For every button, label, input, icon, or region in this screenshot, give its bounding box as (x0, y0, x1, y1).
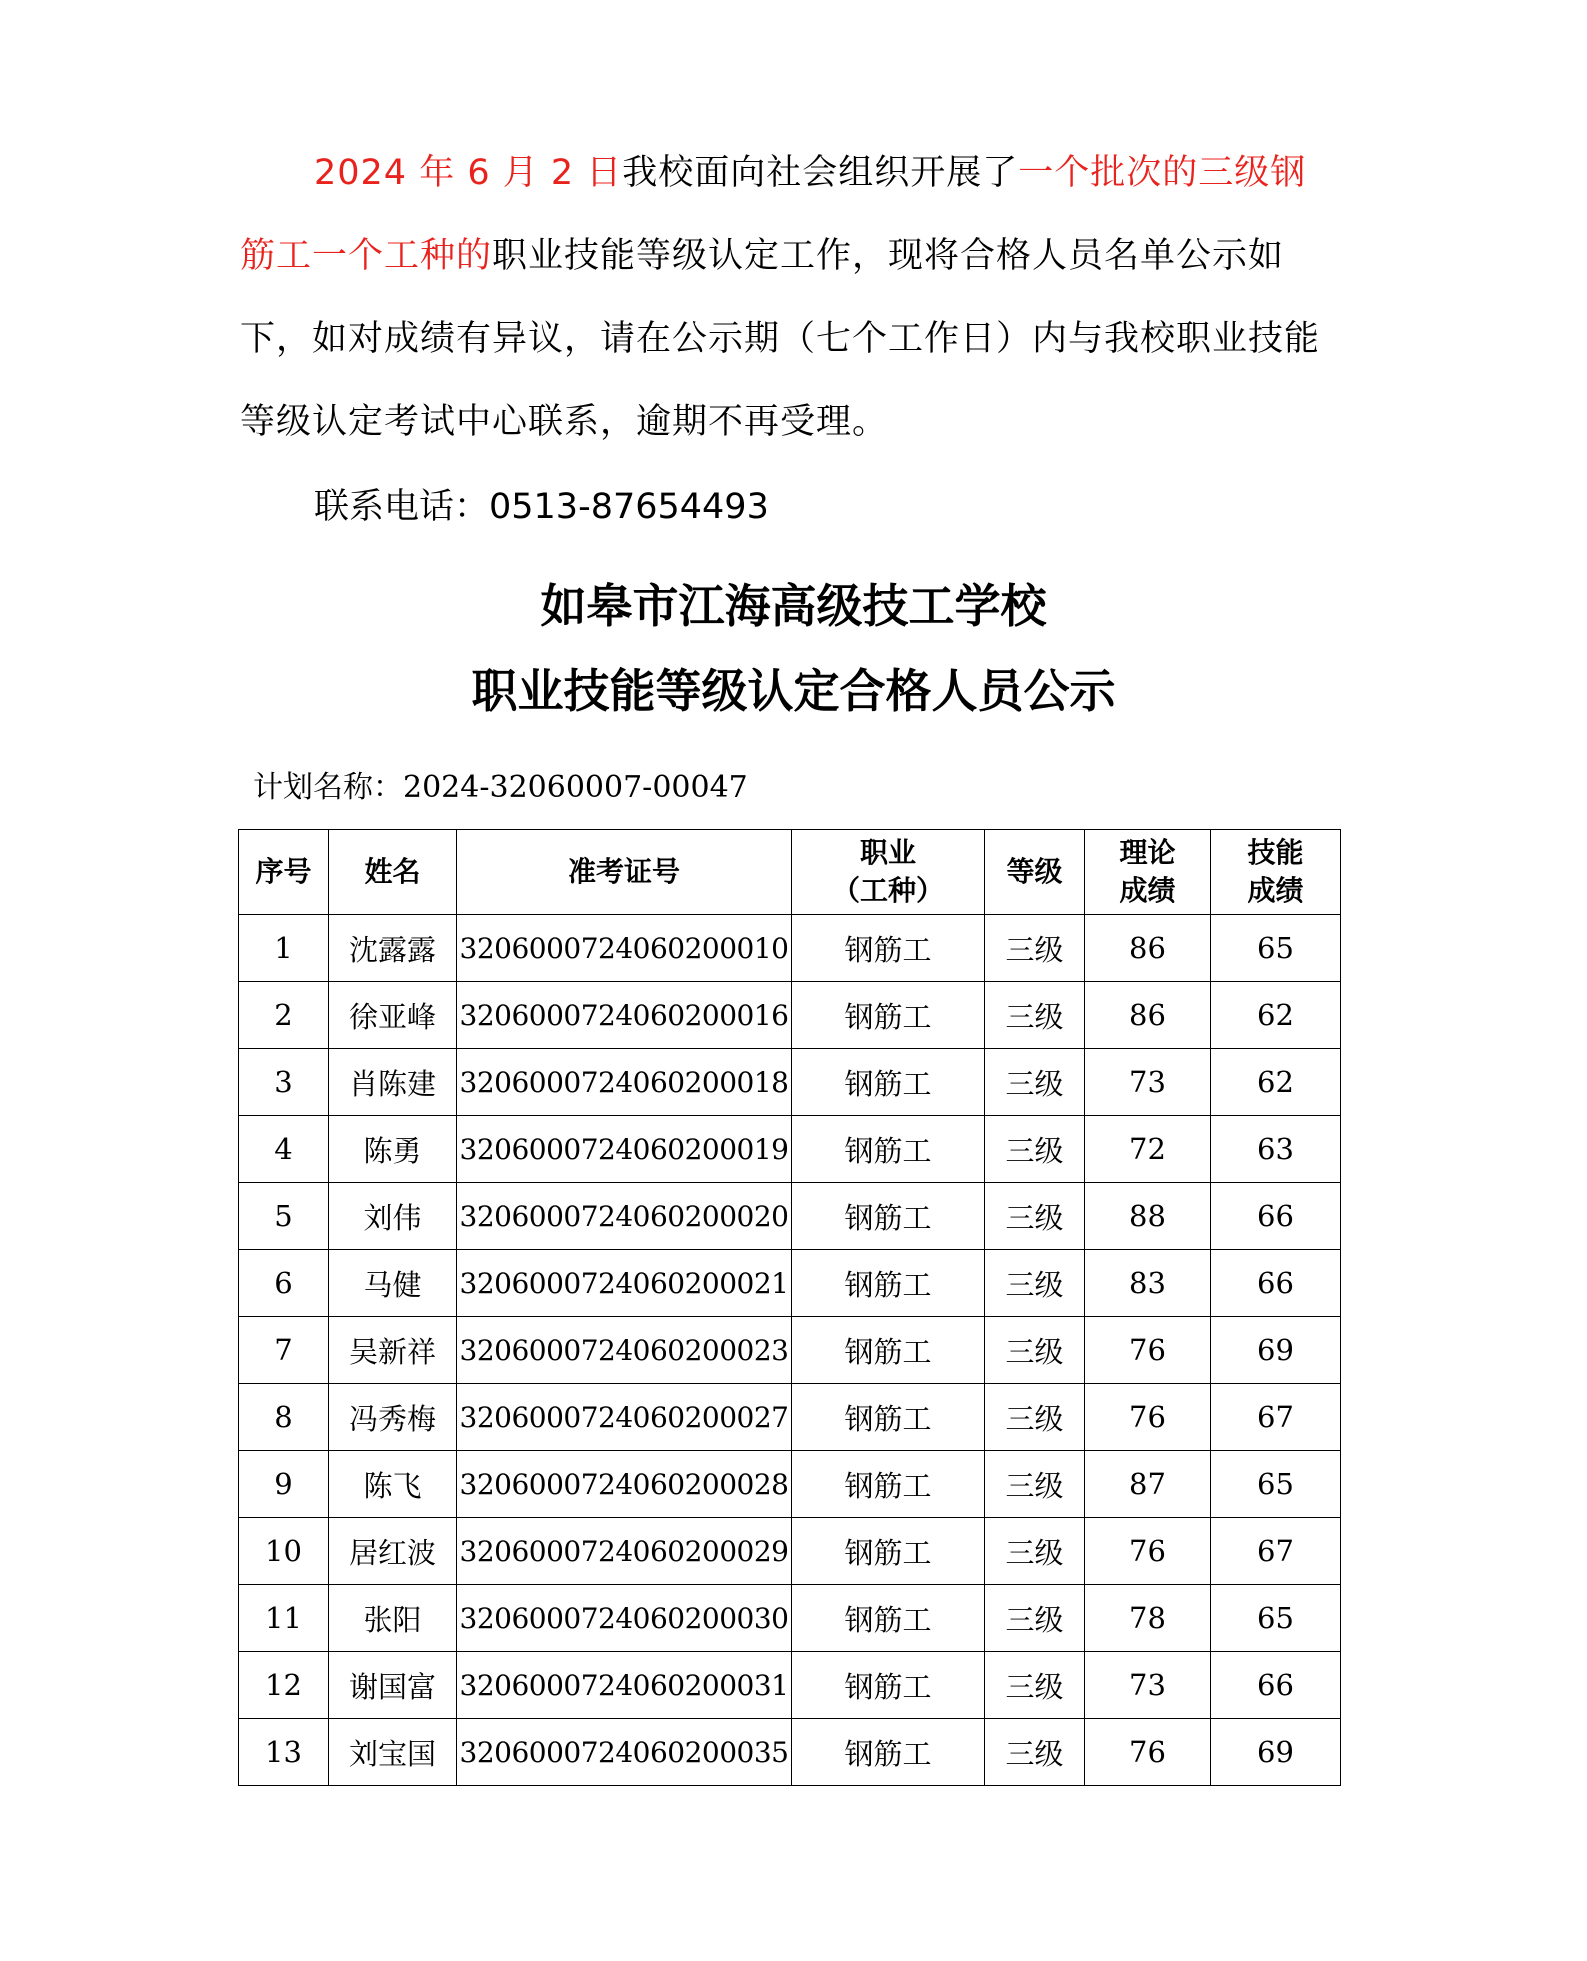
cell-level: 三级 (985, 1719, 1085, 1786)
table-row (239, 1585, 1341, 1652)
cell-skill-score: 63 (1211, 1116, 1341, 1183)
cell-level: 三级 (985, 1451, 1085, 1518)
cell-no: 2 (239, 982, 329, 1049)
cell-theory-score: 78 (1085, 1585, 1211, 1652)
cell-skill-score: 67 (1211, 1518, 1341, 1585)
table-row (239, 982, 1341, 1049)
table-row (239, 1518, 1341, 1585)
header-cert: 准考证号 (457, 830, 792, 915)
cell-job: 钢筋工 (792, 982, 985, 1049)
cell-theory-score: 88 (1085, 1183, 1211, 1250)
intro-batch: 一个批次的三级钢筋工一个工种的 (240, 153, 1307, 276)
cell-job: 钢筋工 (792, 1518, 985, 1585)
table-row (239, 1183, 1341, 1250)
cell-level: 三级 (985, 1116, 1085, 1183)
header-theory-line2: 成绩 (1119, 874, 1176, 907)
cell-job: 钢筋工 (792, 1049, 985, 1116)
table-row (239, 915, 1341, 982)
table-row (239, 1317, 1341, 1384)
cell-job: 钢筋工 (792, 1183, 985, 1250)
table-row (239, 1116, 1341, 1183)
cell-name: 冯秀梅 (329, 1384, 457, 1451)
header-theory (1085, 830, 1211, 915)
cell-job: 钢筋工 (792, 1250, 985, 1317)
cell-cert: 3206000724060200030 (457, 1585, 792, 1652)
table-row (239, 1250, 1341, 1317)
cell-name: 沈露露 (329, 915, 457, 982)
cell-level: 三级 (985, 1049, 1085, 1116)
cell-name: 陈飞 (329, 1451, 457, 1518)
cell-level: 三级 (985, 982, 1085, 1049)
header-theory-line1: 理论 (1119, 836, 1176, 869)
cell-cert: 3206000724060200020 (457, 1183, 792, 1250)
notice-title: 职业技能等级认定合格人员公示 (471, 664, 1116, 718)
cell-level: 三级 (985, 1317, 1085, 1384)
header-level: 等级 (985, 830, 1085, 915)
cell-no: 6 (239, 1250, 329, 1317)
cell-cert: 3206000724060200018 (457, 1049, 792, 1116)
cell-theory-score: 76 (1085, 1384, 1211, 1451)
cell-name: 张阳 (329, 1585, 457, 1652)
cell-cert: 3206000724060200029 (457, 1518, 792, 1585)
cell-level: 三级 (985, 1518, 1085, 1585)
cell-name: 陈勇 (329, 1116, 457, 1183)
cell-no: 3 (239, 1049, 329, 1116)
cell-skill-score: 66 (1211, 1250, 1341, 1317)
qualified-personnel-table (238, 829, 1341, 1786)
cell-job: 钢筋工 (792, 915, 985, 982)
header-skill-line1: 技能 (1247, 836, 1304, 869)
cell-skill-score: 65 (1211, 1451, 1341, 1518)
intro-text-2: 职业技能等级认定工作，现将合格人员名单公示如下，如对成绩有异议，请在公示期（七个工作日）内与我校职业技能等级认定考试中心联系，逾期不再受理。 (240, 236, 1321, 442)
cell-theory-score: 73 (1085, 1049, 1211, 1116)
cell-skill-score: 69 (1211, 1719, 1341, 1786)
cell-level: 三级 (985, 1183, 1085, 1250)
plan-name: 计划名称：2024-32060007-00047 (253, 770, 748, 805)
cell-theory-score: 86 (1085, 915, 1211, 982)
table-header-row (239, 830, 1341, 915)
intro-date: 2024 年 6 月 2 日 (314, 153, 623, 193)
cell-name: 刘伟 (329, 1183, 457, 1250)
cell-theory-score: 86 (1085, 982, 1211, 1049)
cell-cert: 3206000724060200016 (457, 982, 792, 1049)
cell-cert: 3206000724060200010 (457, 915, 792, 982)
header-name: 姓名 (329, 830, 457, 915)
cell-skill-score: 65 (1211, 915, 1341, 982)
cell-theory-score: 83 (1085, 1250, 1211, 1317)
cell-no: 10 (239, 1518, 329, 1585)
cell-skill-score: 62 (1211, 982, 1341, 1049)
cell-job: 钢筋工 (792, 1384, 985, 1451)
cell-no: 12 (239, 1652, 329, 1719)
cell-no: 5 (239, 1183, 329, 1250)
header-no: 序号 (239, 830, 329, 915)
cell-theory-score: 87 (1085, 1451, 1211, 1518)
cell-level: 三级 (985, 1384, 1085, 1451)
cell-skill-score: 62 (1211, 1049, 1341, 1116)
cell-name: 居红波 (329, 1518, 457, 1585)
table-body (239, 915, 1341, 1786)
header-skill (1211, 830, 1341, 915)
cell-no: 8 (239, 1384, 329, 1451)
cell-skill-score: 67 (1211, 1384, 1341, 1451)
contact-phone: 联系电话：0513-87654493 (314, 487, 769, 527)
cell-skill-score: 66 (1211, 1183, 1341, 1250)
cell-theory-score: 76 (1085, 1518, 1211, 1585)
header-job (792, 830, 985, 915)
cell-job: 钢筋工 (792, 1585, 985, 1652)
cell-skill-score: 69 (1211, 1317, 1341, 1384)
cell-name: 徐亚峰 (329, 982, 457, 1049)
cell-no: 4 (239, 1116, 329, 1183)
cell-cert: 3206000724060200027 (457, 1384, 792, 1451)
table-row (239, 1652, 1341, 1719)
cell-job: 钢筋工 (792, 1317, 985, 1384)
cell-job: 钢筋工 (792, 1116, 985, 1183)
cell-theory-score: 76 (1085, 1719, 1211, 1786)
cell-cert: 3206000724060200021 (457, 1250, 792, 1317)
cell-name: 吴新祥 (329, 1317, 457, 1384)
cell-no: 1 (239, 915, 329, 982)
table-row (239, 1451, 1341, 1518)
cell-skill-score: 66 (1211, 1652, 1341, 1719)
cell-level: 三级 (985, 1250, 1085, 1317)
cell-name: 谢国富 (329, 1652, 457, 1719)
cell-theory-score: 72 (1085, 1116, 1211, 1183)
cell-skill-score: 65 (1211, 1585, 1341, 1652)
cell-cert: 3206000724060200031 (457, 1652, 792, 1719)
cell-job: 钢筋工 (792, 1719, 985, 1786)
cell-level: 三级 (985, 915, 1085, 982)
cell-cert: 3206000724060200035 (457, 1719, 792, 1786)
school-title: 如皋市江海高级技工学校 (540, 579, 1047, 633)
cell-job: 钢筋工 (792, 1451, 985, 1518)
header-skill-line2: 成绩 (1247, 874, 1304, 907)
cell-no: 9 (239, 1451, 329, 1518)
cell-cert: 3206000724060200028 (457, 1451, 792, 1518)
cell-cert: 3206000724060200023 (457, 1317, 792, 1384)
cell-name: 肖陈建 (329, 1049, 457, 1116)
intro-text-1: 我校面向社会组织开展了 (622, 153, 1019, 193)
cell-no: 11 (239, 1585, 329, 1652)
table-row (239, 1384, 1341, 1451)
cell-theory-score: 73 (1085, 1652, 1211, 1719)
header-job-line2: （工种） (831, 874, 944, 907)
table-row (239, 1719, 1341, 1786)
cell-job: 钢筋工 (792, 1652, 985, 1719)
cell-theory-score: 76 (1085, 1317, 1211, 1384)
cell-no: 7 (239, 1317, 329, 1384)
table-row (239, 1049, 1341, 1116)
cell-name: 刘宝国 (329, 1719, 457, 1786)
cell-name: 马健 (329, 1250, 457, 1317)
cell-no: 13 (239, 1719, 329, 1786)
cell-level: 三级 (985, 1585, 1085, 1652)
intro-paragraph (240, 132, 1340, 464)
cell-cert: 3206000724060200019 (457, 1116, 792, 1183)
cell-level: 三级 (985, 1652, 1085, 1719)
header-job-line1: 职业 (859, 836, 916, 869)
